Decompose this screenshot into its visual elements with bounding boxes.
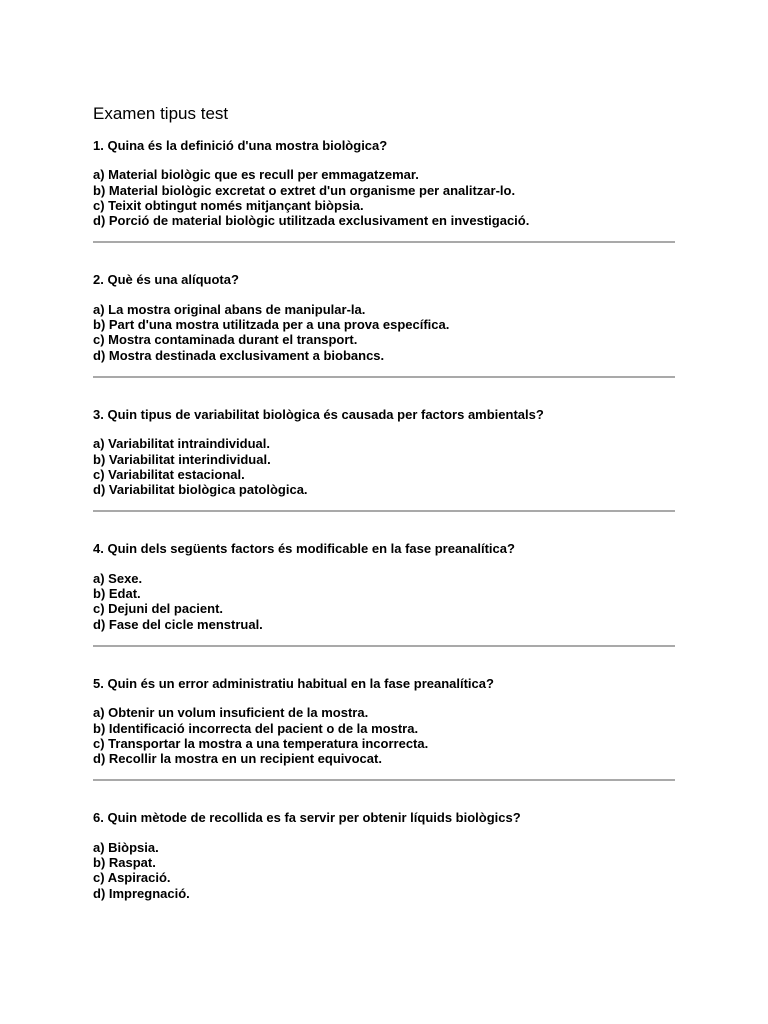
options-list [93,705,675,766]
divider [93,510,675,512]
question-1 [93,138,675,228]
option-b: b) Material biològic excretat o extret d'un organisme per analitzar-lo. [93,182,516,198]
option-d: d) Mostra destinada exclusivament a biobancs. [93,347,385,363]
question-text: 1. Quina és la definició d'una mostra biològica? [93,138,388,153]
divider [93,376,675,378]
question-2 [93,272,675,362]
options-list [93,302,675,363]
option-d: d) Fase del cicle menstrual. [93,616,263,632]
option-c: c) Dejuni del pacient. [93,601,224,617]
question-text: 2. Què és una alíquota? [93,272,239,288]
option-a: a) Variabilitat intraindividual. [93,436,270,452]
options-list [93,840,675,901]
question-text: 5. Quin és un error administratiu habitual en la fase preanalítica? [93,675,494,691]
option-a: a) Biòpsia. [93,839,159,855]
option-c: c) Mostra contaminada durant el transport. [93,332,358,348]
options-list [93,167,675,228]
divider [93,241,675,243]
option-b: b) Identificació incorrecta del pacient o de la mostra. [93,720,419,736]
page-title: Examen tipus test [93,104,229,123]
option-d: d) Porció de material biològic utilitzada exclusivament en investigació. [93,213,530,229]
options-list [93,436,675,497]
option-a: a) Material biològic que es recull per emmagatzemar. [93,167,419,183]
question-text: 6. Quin mètode de recollida es fa servir per obtenir líquids biològics? [93,810,521,826]
option-c: c) Aspiració. [93,870,171,886]
question-3 [93,407,675,497]
divider [93,779,675,781]
divider [93,645,675,647]
option-c: c) Variabilitat estacional. [93,466,245,482]
option-b: b) Variabilitat interindividual. [93,451,271,467]
option-b: b) Edat. [93,586,141,602]
option-c: c) Teixit obtingut només mitjançant biòpsia. [93,197,364,213]
option-a: a) Obtenir un volum insuficient de la mostra. [93,705,369,721]
question-5 [93,676,675,766]
option-a: a) Sexe. [93,570,143,586]
question-text: 3. Quin tipus de variabilitat biològica és causada per factors ambientals? [93,406,544,422]
options-list [93,571,675,632]
option-b: b) Part d'una mostra utilitzada per a una prova específica. [93,317,450,333]
question-6 [93,810,675,900]
question-4 [93,541,675,631]
question-text: 4. Quin dels següents factors és modificable en la fase preanalítica? [93,541,515,557]
option-c: c) Transportar la mostra a una temperatura incorrecta. [93,735,429,751]
option-d: d) Variabilitat biològica patològica. [93,482,308,498]
option-a: a) La mostra original abans de manipular-la. [93,301,366,317]
option-d: d) Recollir la mostra en un recipient equivocat. [93,751,382,767]
option-b: b) Raspat. [93,855,156,871]
exam-page [93,104,675,901]
option-d: d) Impregnació. [93,885,190,901]
